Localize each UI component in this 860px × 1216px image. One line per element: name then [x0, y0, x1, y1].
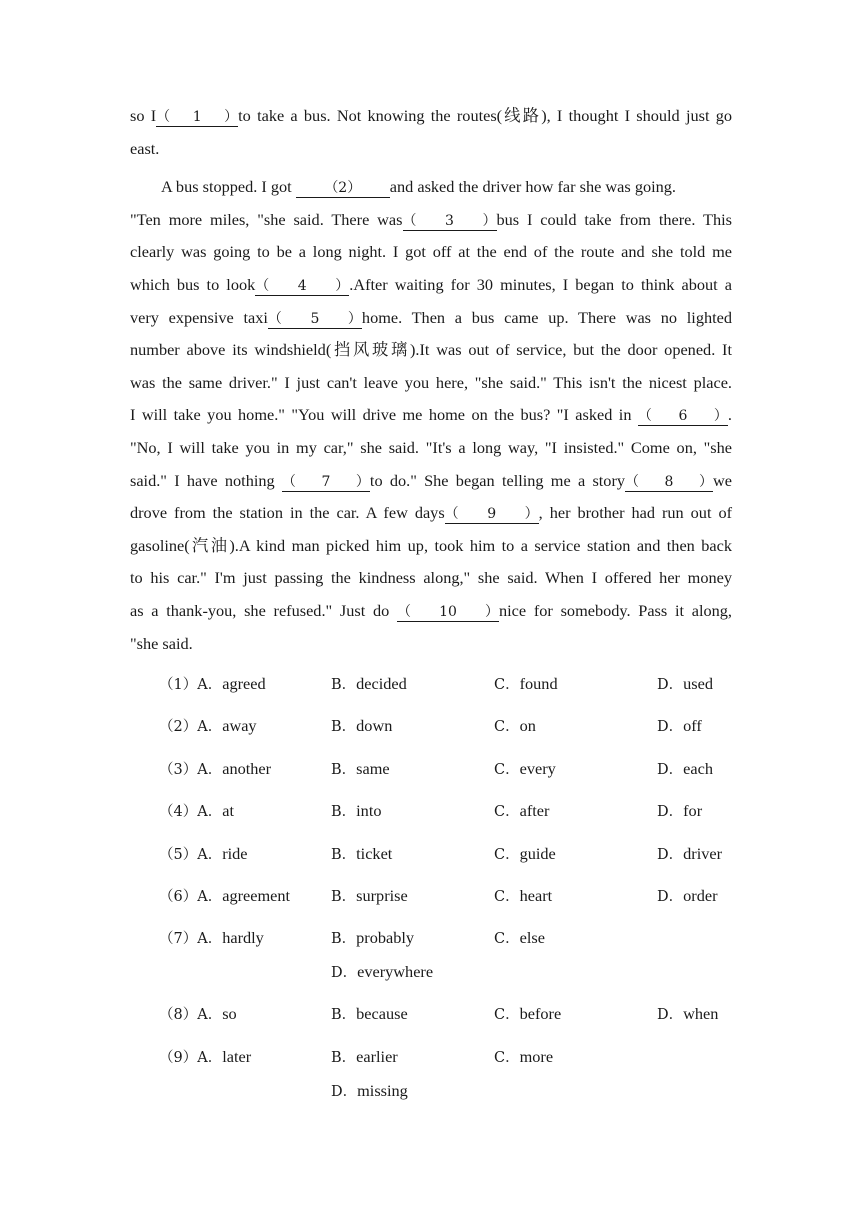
passage-text: so I: [130, 106, 157, 125]
option-d[interactable]: [657, 801, 702, 822]
passage-text: home. Then a bus came up. There was no lighted: [361, 307, 732, 327]
passage-line: [130, 204, 732, 237]
passage-text: nice for somebody. Pass it along,: [499, 600, 732, 620]
option-c[interactable]: [494, 1004, 561, 1025]
answer-blank-9[interactable]: （9）: [444, 506, 539, 523]
option-letter: C．: [494, 1007, 520, 1024]
answer-blank-8[interactable]: （8）: [625, 473, 714, 490]
option-c[interactable]: [494, 886, 552, 907]
passage-text: to his car." I'm just passing the kindness along," she said. When I offered her money: [130, 568, 732, 588]
answer-blank-3[interactable]: （3）: [402, 212, 497, 229]
question-number: （4）: [159, 804, 198, 821]
option-a[interactable]: [159, 674, 266, 695]
passage-line: [130, 171, 732, 204]
question-row-4: [159, 791, 779, 833]
option-text: order: [683, 885, 718, 905]
passage-text: was the same driver." I just can't leave you here, "she said." This isn't the nicest place.: [130, 372, 732, 392]
option-text: else: [519, 928, 545, 948]
option-c[interactable]: [494, 716, 536, 737]
option-text: missing: [357, 1080, 408, 1100]
passage-text: very expensive taxi: [130, 307, 268, 327]
passage-text: which bus to look: [130, 274, 256, 294]
option-text: because: [356, 1004, 408, 1024]
option-letter: D．: [331, 1083, 358, 1100]
option-letter: A．: [197, 719, 223, 736]
option-text: decided: [356, 674, 407, 693]
option-letter: D．: [657, 719, 684, 736]
answer-blank-10[interactable]: （10）: [397, 603, 500, 620]
option-c[interactable]: [494, 928, 545, 949]
option-c[interactable]: [494, 674, 558, 695]
option-d[interactable]: [657, 1004, 718, 1025]
question-row-3: [159, 749, 779, 791]
passage-text: number above its windshield(挡风玻璃).It was out of service, but the door opened. It: [130, 340, 732, 360]
question-row-7: [159, 918, 779, 994]
passage-text: said." I have nothing: [130, 470, 282, 490]
passage-line: [130, 100, 732, 133]
option-a[interactable]: [159, 1004, 237, 1025]
passage-text: , her brother had run out of: [538, 503, 733, 523]
question-number: （2）: [159, 719, 198, 736]
option-letter: B．: [331, 1049, 357, 1066]
option-d[interactable]: [657, 716, 702, 737]
answer-blank-1[interactable]: （1）: [156, 109, 239, 125]
answer-blank-4[interactable]: （4）: [255, 277, 350, 294]
answer-options: [159, 664, 779, 1113]
option-letter: B．: [331, 761, 357, 778]
option-d[interactable]: [657, 886, 718, 907]
passage-text: as a thank-you, she refused." Just do: [130, 600, 398, 620]
option-text: on: [519, 716, 536, 736]
option-a[interactable]: [159, 886, 290, 907]
option-letter: B．: [331, 804, 357, 821]
option-letter: D．: [657, 761, 684, 778]
question-number: （6）: [159, 888, 198, 905]
option-b[interactable]: [331, 801, 382, 822]
answer-blank-2[interactable]: （2）: [296, 179, 390, 198]
question-number: （5）: [159, 846, 198, 863]
passage-line: [130, 133, 732, 166]
option-text: agreement: [222, 885, 291, 905]
option-letter: A．: [197, 888, 223, 905]
option-letter: C．: [494, 677, 520, 693]
answer-blank-7[interactable]: （7）: [281, 473, 370, 490]
passage-text: "No, I will take you in my car," she said. "It's a long way, "I insisted." Come on, "she: [130, 437, 732, 457]
question-number: （3）: [159, 761, 198, 778]
option-text: driver: [683, 843, 723, 863]
option-letter: D．: [657, 888, 684, 905]
option-d[interactable]: [657, 844, 722, 865]
option-letter: B．: [331, 719, 357, 736]
option-c[interactable]: [494, 801, 549, 822]
passage-text: gasoline(汽油).A kind man picked him up, took him to a service station and then back: [130, 535, 732, 555]
option-d[interactable]: [331, 1081, 408, 1102]
option-text: after: [519, 801, 550, 821]
passage-text: "she said.: [130, 633, 193, 653]
option-letter: C．: [494, 1049, 520, 1066]
passage-text: .After waiting for 30 minutes, I began to think about a: [349, 274, 732, 294]
option-letter: B．: [331, 677, 357, 693]
option-text: agreed: [222, 674, 266, 693]
option-letter: A．: [197, 1007, 223, 1024]
passage-line: [130, 562, 732, 595]
question-row-8: [159, 994, 779, 1036]
option-text: everywhere: [357, 962, 434, 982]
option-text: away: [222, 716, 257, 736]
option-letter: C．: [494, 888, 520, 905]
passage-line: [130, 497, 732, 530]
passage-text: bus I could take from there. This: [496, 209, 732, 229]
option-letter: B．: [331, 846, 357, 863]
option-text: every: [519, 758, 556, 778]
question-row-6: [159, 876, 779, 918]
option-text: down: [356, 716, 393, 736]
question-number: （1）: [159, 677, 198, 693]
option-letter: D．: [657, 677, 684, 693]
option-text: when: [683, 1004, 719, 1024]
option-text: later: [222, 1046, 252, 1066]
option-text: used: [683, 674, 713, 693]
option-text: before: [519, 1004, 562, 1024]
question-number: （8）: [159, 1007, 198, 1024]
option-a[interactable]: [159, 801, 234, 822]
option-text: found: [519, 674, 558, 693]
option-b[interactable]: [331, 1004, 408, 1025]
passage: [130, 100, 732, 660]
option-letter: D．: [657, 1007, 684, 1024]
option-text: guide: [519, 843, 556, 863]
option-text: at: [222, 801, 234, 821]
option-letter: A．: [197, 761, 223, 778]
option-letter: C．: [494, 804, 520, 821]
option-text: same: [356, 758, 390, 778]
question-row-5: [159, 834, 779, 876]
passage-line: [130, 530, 732, 563]
option-letter: B．: [331, 931, 357, 948]
option-c[interactable]: [494, 759, 556, 780]
option-text: more: [519, 1046, 554, 1066]
option-a[interactable]: [159, 928, 264, 949]
question-row-1: [159, 664, 779, 706]
option-letter: A．: [197, 931, 223, 948]
question-number: （9）: [159, 1049, 198, 1066]
option-text: another: [222, 758, 272, 778]
passage-text: drove from the station in the car. A few days: [130, 503, 445, 523]
passage-text: to take a bus. Not knowing the routes(线路), I thought I should just go: [238, 106, 733, 125]
option-letter: D．: [657, 846, 684, 863]
passage-line: [130, 269, 732, 302]
passage-text: to do." She began telling me a story: [369, 470, 626, 490]
option-text: off: [683, 716, 702, 736]
option-text: earlier: [356, 1046, 398, 1066]
passage-line: [130, 236, 732, 269]
option-letter: A．: [197, 804, 223, 821]
option-letter: A．: [197, 846, 223, 863]
option-letter: B．: [331, 888, 357, 905]
option-text: surprise: [356, 885, 408, 905]
option-b[interactable]: [331, 674, 407, 695]
option-text: ride: [222, 843, 248, 863]
option-b[interactable]: [331, 716, 392, 737]
passage-line: [130, 432, 732, 465]
option-text: so: [222, 1004, 237, 1024]
option-text: heart: [519, 885, 553, 905]
answer-blank-6[interactable]: （6）: [637, 408, 728, 425]
passage-line: [130, 595, 732, 628]
option-letter: D．: [657, 804, 684, 821]
option-b[interactable]: [331, 928, 414, 949]
option-text: into: [356, 801, 382, 821]
option-text: each: [683, 758, 713, 778]
question-number: （7）: [159, 931, 198, 948]
option-text: ticket: [356, 843, 393, 863]
option-d[interactable]: [657, 759, 713, 780]
option-b[interactable]: [331, 886, 408, 907]
option-a[interactable]: [159, 1047, 251, 1068]
option-a[interactable]: [159, 844, 248, 865]
passage-text: A bus stopped. I got: [161, 177, 296, 197]
option-text: hardly: [222, 928, 264, 948]
option-a[interactable]: [159, 716, 257, 737]
passage-text: we: [713, 470, 732, 490]
question-row-2: [159, 706, 779, 748]
option-letter: C．: [494, 846, 520, 863]
option-letter: D．: [331, 965, 358, 982]
option-letter: A．: [197, 1049, 223, 1066]
passage-line: [130, 334, 732, 367]
option-c[interactable]: [494, 1047, 553, 1068]
option-a[interactable]: [159, 759, 271, 780]
passage-line: [130, 465, 732, 498]
option-letter: C．: [494, 719, 520, 736]
option-letter: C．: [494, 761, 520, 778]
option-text: probably: [356, 928, 415, 948]
option-c[interactable]: [494, 844, 556, 865]
passage-line: [130, 302, 732, 335]
passage-text: east.: [130, 138, 160, 158]
passage-line: [130, 399, 732, 432]
option-d[interactable]: [657, 674, 713, 695]
option-b[interactable]: [331, 1047, 398, 1068]
passage-text: clearly was going to be a long night. I got off at the end of the route and she told me: [130, 242, 732, 262]
passage-text: and asked the driver how far she was going.: [389, 177, 676, 197]
option-b[interactable]: [331, 844, 392, 865]
option-letter: C．: [494, 931, 520, 948]
question-row-9: [159, 1037, 779, 1113]
option-b[interactable]: [331, 759, 390, 780]
option-letter: B．: [331, 1007, 357, 1024]
passage-text: "Ten more miles, "she said. There was: [130, 209, 403, 229]
option-letter: A．: [197, 677, 223, 693]
option-d[interactable]: [331, 962, 433, 983]
option-text: for: [683, 801, 703, 821]
passage-line: [130, 367, 732, 400]
passage-line: [130, 628, 732, 661]
passage-text: I will take you home." "You will drive me home on the bus? "I asked in: [130, 405, 638, 425]
answer-blank-5[interactable]: （5）: [267, 310, 362, 327]
passage-text: .: [727, 405, 732, 425]
